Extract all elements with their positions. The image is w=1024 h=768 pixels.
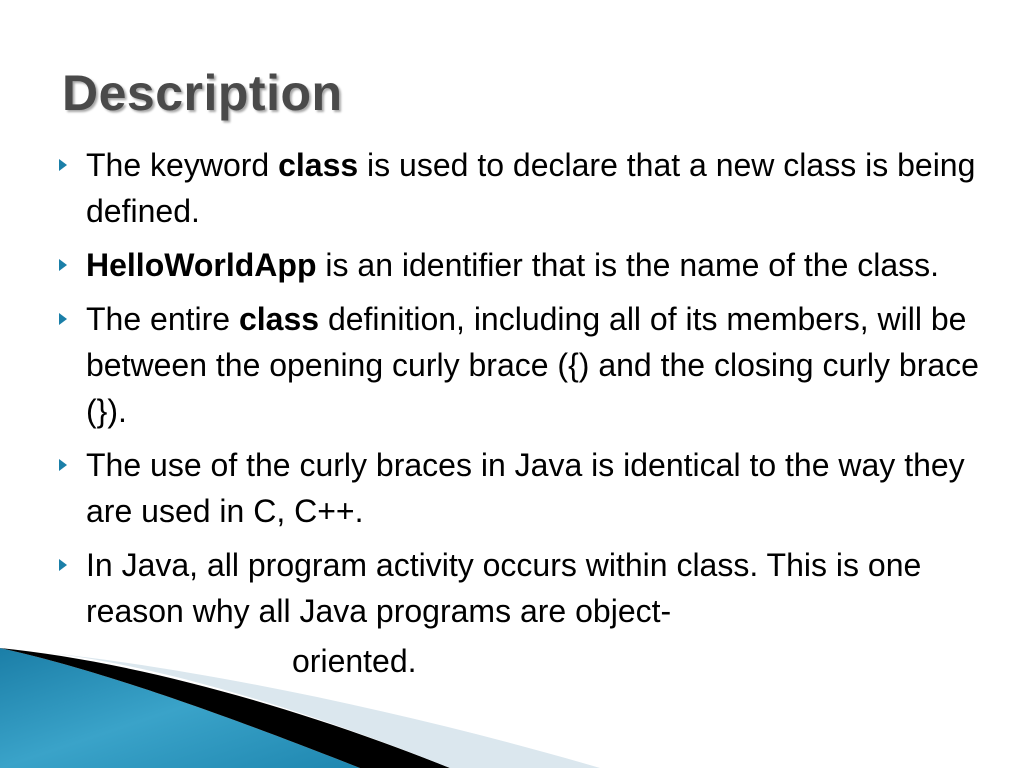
bullet-keyword: HelloWorldApp (86, 247, 317, 283)
bullet-continuation: oriented. (292, 643, 417, 679)
triangle-right-icon (59, 159, 67, 171)
bullet-text-before: The use of the curly braces in Java is identical to the way they are used in C, C++. (86, 447, 965, 529)
triangle-right-icon (59, 559, 67, 571)
bullet-text-after: definition, including all of its members, will be between the opening curly brace ({) and the closing curly brace (}). (86, 301, 979, 429)
bullet-item (56, 542, 1006, 684)
triangle-right-icon (59, 259, 67, 271)
bullet-text-before: The keyword (86, 147, 279, 183)
bullet-item (56, 242, 1006, 288)
triangle-right-icon (59, 459, 67, 471)
bullet-item (56, 142, 1006, 234)
bullet-text-before: The entire (86, 301, 239, 337)
triangle-right-icon (59, 313, 67, 325)
bullet-item (56, 296, 1006, 434)
bullet-text-after: is used to declare that a new class is being defined. (86, 147, 976, 229)
bullet-item (56, 442, 1006, 534)
bullet-text-after: is an identifier that is the name of the class. (316, 247, 940, 283)
slide-title: Description (62, 65, 343, 121)
bullet-list (56, 142, 1006, 692)
bullet-text-before: In Java, all program activity occurs within class. This is one reason why all Java programs are object- (86, 547, 922, 629)
bullet-keyword: class (238, 301, 320, 337)
bullet-keyword: class (278, 147, 359, 183)
